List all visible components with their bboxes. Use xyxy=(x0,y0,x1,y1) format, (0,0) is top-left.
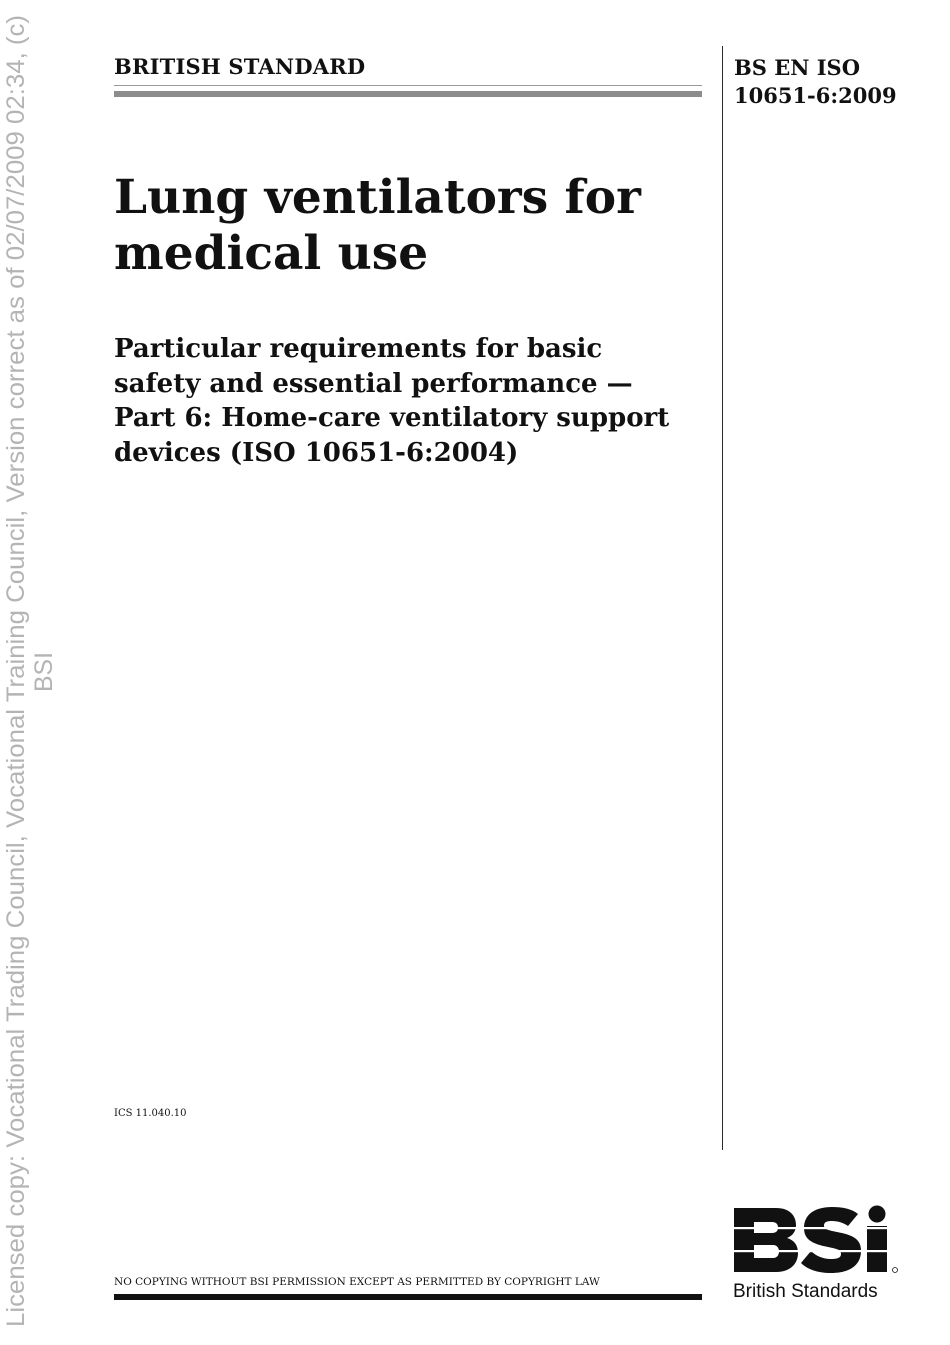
bsi-wordmark-icon xyxy=(732,1204,902,1276)
title-line-1: Lung ventilators for xyxy=(114,170,641,225)
subtitle-line-1: Particular requirements for basic xyxy=(114,334,603,364)
document-title xyxy=(114,170,641,282)
document-number xyxy=(734,54,897,110)
document-number-line-2: 10651-6:2009 xyxy=(734,83,897,108)
bsi-logo-caption: British Standards xyxy=(733,1281,878,1302)
document-subtitle xyxy=(114,332,669,470)
copyright-notice: NO COPYING WITHOUT BSI PERMISSION EXCEPT AS PERMITTED BY COPYRIGHT LAW xyxy=(114,1276,600,1288)
footer-rule xyxy=(114,1294,702,1300)
column-divider xyxy=(722,46,723,1150)
subtitle-line-4: devices (ISO 10651-6:2004) xyxy=(114,437,519,468)
watermark-line-1: Licensed copy: Vocational Trading Council, Vocational Training Council, Version correct as of 02/07/2009 02:34, (c) xyxy=(2,55,30,1327)
header-thick-rule xyxy=(114,91,702,97)
standard-type-label: BRITISH STANDARD xyxy=(114,54,366,79)
document-number-line-1: BS EN ISO xyxy=(734,55,861,80)
subtitle-line-3: Part 6: Home-care ventilatory support xyxy=(114,403,670,433)
title-line-2: medical use xyxy=(114,226,429,281)
bsi-logo xyxy=(732,1204,902,1304)
ics-code: ICS 11.040.10 xyxy=(114,1108,187,1119)
subtitle-line-2: safety and essential performance — xyxy=(114,368,633,399)
license-watermark xyxy=(0,0,70,1345)
header-thin-rule xyxy=(114,85,702,86)
watermark-line-2: BSI xyxy=(30,651,58,692)
